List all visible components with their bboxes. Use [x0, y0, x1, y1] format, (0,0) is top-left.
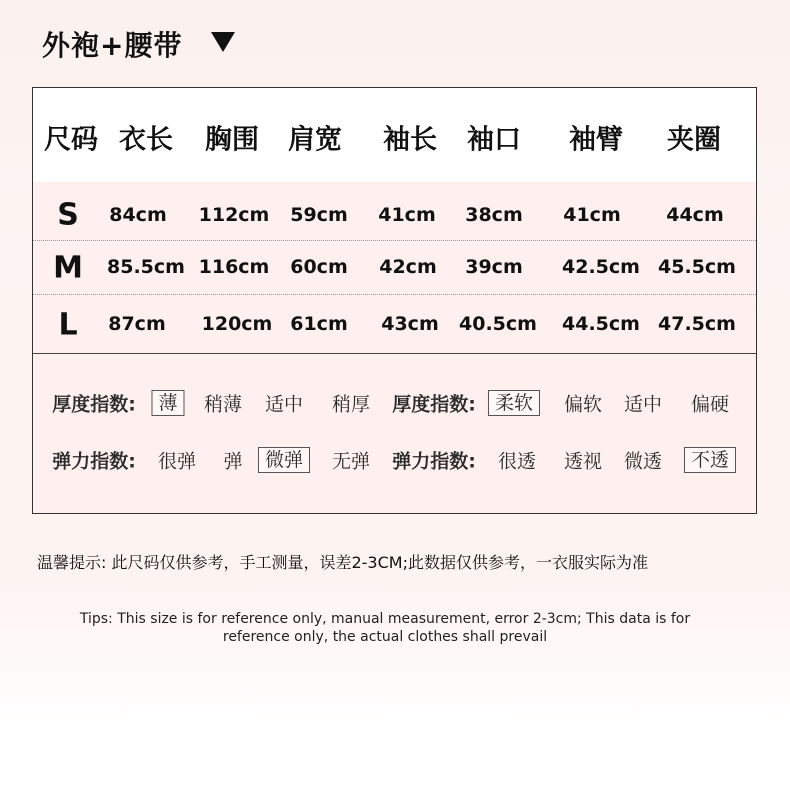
header-shoulder: 肩宽	[288, 124, 342, 156]
header-sleeve-length: 袖长	[383, 124, 437, 156]
table-cell: 39cm	[465, 256, 523, 278]
size-label: M	[53, 250, 83, 286]
header-armhole: 夹圈	[667, 124, 721, 156]
table-cell: 45.5cm	[658, 256, 736, 278]
table-cell: 38cm	[465, 204, 523, 226]
softness-option: 偏软	[563, 393, 603, 416]
transparency-option-opaque: 不透	[684, 447, 736, 473]
dropdown-triangle-icon	[211, 32, 235, 52]
table-cell: 41cm	[563, 204, 621, 226]
table-cell: 59cm	[290, 204, 348, 226]
table-cell: 112cm	[198, 204, 270, 226]
table-cell: 42.5cm	[562, 256, 640, 278]
thickness-label: 厚度指数:	[52, 393, 136, 416]
header-cuff: 袖口	[467, 124, 521, 156]
size-chart	[32, 87, 757, 514]
table-cell: 41cm	[378, 204, 436, 226]
transparency-label: 弹力指数:	[392, 450, 476, 473]
size-label: L	[58, 307, 78, 343]
thickness-option-thin: 薄	[151, 390, 184, 416]
header-bust: 胸围	[205, 124, 259, 156]
softness-label: 厚度指数:	[392, 393, 476, 416]
table-cell: 40.5cm	[459, 313, 537, 335]
elasticity-label: 弹力指数:	[52, 450, 136, 473]
thickness-option: 稍厚	[331, 393, 371, 416]
header-upper-arm: 袖臂	[569, 124, 623, 156]
table-cell: 43cm	[381, 313, 439, 335]
table-cell: 42cm	[379, 256, 437, 278]
softness-option-soft: 柔软	[488, 390, 540, 416]
table-cell: 120cm	[201, 313, 273, 335]
table-cell: 47.5cm	[658, 313, 736, 335]
elasticity-option: 很弹	[157, 450, 197, 473]
row-divider	[33, 240, 756, 241]
table-cell: 44cm	[666, 204, 724, 226]
table-cell: 87cm	[108, 313, 166, 335]
table-cell: 60cm	[290, 256, 348, 278]
row-divider	[33, 294, 756, 295]
transparency-option: 很透	[497, 450, 537, 473]
size-label: S	[57, 197, 79, 233]
table-cell: 61cm	[290, 313, 348, 335]
page-title: 外袍+腰带	[42, 29, 183, 62]
elasticity-option: 弹	[223, 450, 243, 473]
header-size: 尺码	[44, 124, 98, 156]
section-divider	[33, 353, 756, 354]
table-cell: 44.5cm	[562, 313, 640, 335]
table-cell: 84cm	[109, 204, 167, 226]
transparency-option: 透视	[563, 450, 603, 473]
reminder-note-cn: 温馨提示: 此尺码仅供参考，手工测量，误差2-3CM;此数据仅供参考，一衣服实际为准	[37, 553, 648, 572]
transparency-option: 微透	[623, 450, 663, 473]
table-cell: 85.5cm	[107, 256, 185, 278]
header-length: 衣长	[119, 124, 173, 156]
softness-option: 适中	[623, 393, 663, 416]
elasticity-option: 无弹	[331, 450, 371, 473]
table-cell: 116cm	[198, 256, 270, 278]
elasticity-option-slight: 微弹	[258, 447, 310, 473]
softness-option: 偏硬	[690, 393, 730, 416]
reminder-note-en: Tips: This size is for reference only, manual measurement, error 2-3cm; This data is for reference only, the actual clothes shall prevail	[79, 611, 691, 645]
thickness-option: 稍薄	[203, 393, 243, 416]
thickness-option: 适中	[264, 393, 304, 416]
